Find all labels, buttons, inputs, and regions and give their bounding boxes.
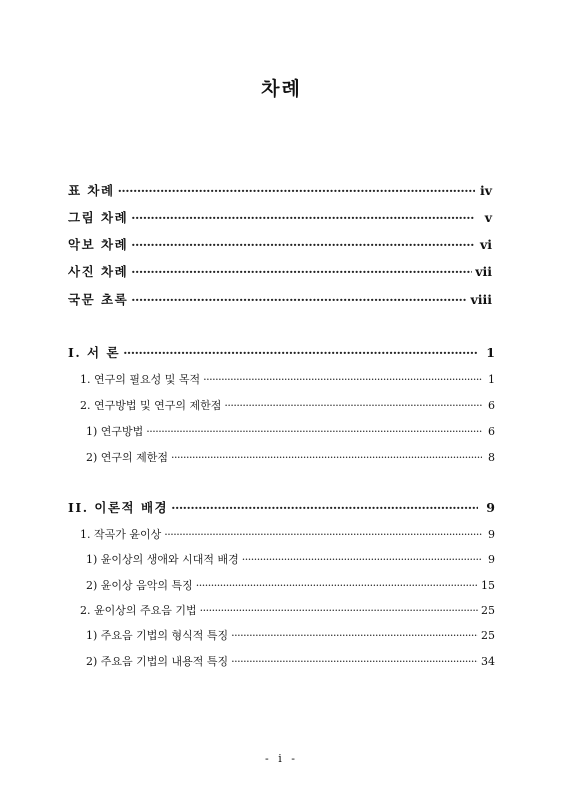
toc-leader — [231, 626, 478, 646]
toc-label: II. 이론적 배경 — [68, 500, 169, 515]
toc-label: 사진 차례 — [68, 264, 129, 279]
page-number-footer: - i - — [265, 752, 298, 765]
toc-entry-figure-list[interactable] — [68, 208, 492, 228]
toc-page-number: 6 — [488, 399, 495, 412]
toc-section-1-1[interactable] — [80, 370, 495, 390]
toc-leader — [131, 262, 472, 282]
toc-page-number: 6 — [488, 425, 495, 438]
toc-label: 2. 연구방법 및 연구의 제한점 — [80, 399, 222, 412]
toc-page-number: 15 — [481, 579, 495, 592]
toc-leader — [196, 576, 478, 596]
toc-label: I. 서 론 — [68, 345, 121, 360]
toc-label: 1) 주요음 기법의 형식적 특징 — [86, 629, 229, 642]
toc-leader — [171, 498, 478, 518]
toc-page-number: ⅳ — [479, 183, 492, 198]
toc-chapter-2[interactable] — [68, 498, 495, 518]
toc-subsection-2-1-2[interactable] — [86, 576, 495, 596]
toc-label: 악보 차례 — [68, 237, 129, 252]
toc-label: 1) 윤이상의 생애와 시대적 배경 — [86, 553, 239, 566]
toc-leader — [200, 601, 478, 621]
toc-leader — [131, 208, 475, 228]
toc-page-number: ⅵ — [479, 237, 492, 252]
toc-leader — [118, 181, 475, 201]
toc-page-number: 25 — [481, 604, 495, 617]
toc-leader — [224, 396, 482, 416]
toc-label: 2. 윤이상의 주요음 기법 — [80, 604, 197, 617]
toc-label: 2) 윤이상 음악의 특징 — [86, 579, 193, 592]
toc-leader — [242, 550, 482, 570]
toc-leader — [123, 343, 478, 363]
toc-page-number: 25 — [481, 629, 495, 642]
toc-label: 1. 작곡가 윤이상 — [80, 528, 162, 541]
toc-page-number: 9 — [488, 553, 495, 566]
toc-entry-korean-abstract[interactable] — [68, 290, 492, 310]
toc-subsection-1-2-1[interactable] — [86, 422, 495, 442]
toc-subsection-2-1-1[interactable] — [86, 550, 495, 570]
toc-page-number: 8 — [488, 451, 495, 464]
toc-entry-score-list[interactable] — [68, 235, 492, 255]
toc-page-number: ⅴ — [484, 210, 492, 225]
toc-leader — [231, 652, 478, 672]
toc-section-2-2[interactable] — [80, 601, 495, 621]
toc-leader — [146, 422, 482, 442]
toc-label: 1. 연구의 필요성 및 목적 — [80, 373, 201, 386]
toc-label: 국문 초록 — [68, 292, 129, 307]
page-title: 차례 — [261, 78, 302, 100]
toc-entry-table-list[interactable] — [68, 181, 492, 201]
toc-leader — [131, 235, 475, 255]
toc-leader — [171, 448, 482, 468]
toc-page-number: 34 — [481, 655, 495, 668]
toc-label: 표 차례 — [68, 183, 115, 198]
toc-page-number: ⅶ — [475, 264, 492, 279]
toc-page-number: 9 — [488, 528, 495, 541]
toc-leader — [164, 525, 482, 545]
toc-page-number: 1 — [488, 373, 495, 386]
toc-subsection-1-2-2[interactable] — [86, 448, 495, 468]
toc-section-2-1[interactable] — [80, 525, 495, 545]
toc-label: 2) 연구의 제한점 — [86, 451, 169, 464]
toc-subsection-2-2-1[interactable] — [86, 626, 495, 646]
toc-label: 1) 연구방법 — [86, 425, 144, 438]
toc-label: 2) 주요음 기법의 내용적 특징 — [86, 655, 229, 668]
toc-page-number: 1 — [486, 345, 495, 360]
toc-leader — [131, 290, 467, 310]
toc-entry-photo-list[interactable] — [68, 262, 492, 282]
toc-chapter-1[interactable] — [68, 343, 495, 363]
toc-page-number: ⅷ — [470, 292, 492, 307]
toc-page-number: 9 — [486, 500, 495, 515]
toc-leader — [203, 370, 482, 390]
toc-section-1-2[interactable] — [80, 396, 495, 416]
toc-subsection-2-2-2[interactable] — [86, 652, 495, 672]
toc-label: 그림 차례 — [68, 210, 129, 225]
